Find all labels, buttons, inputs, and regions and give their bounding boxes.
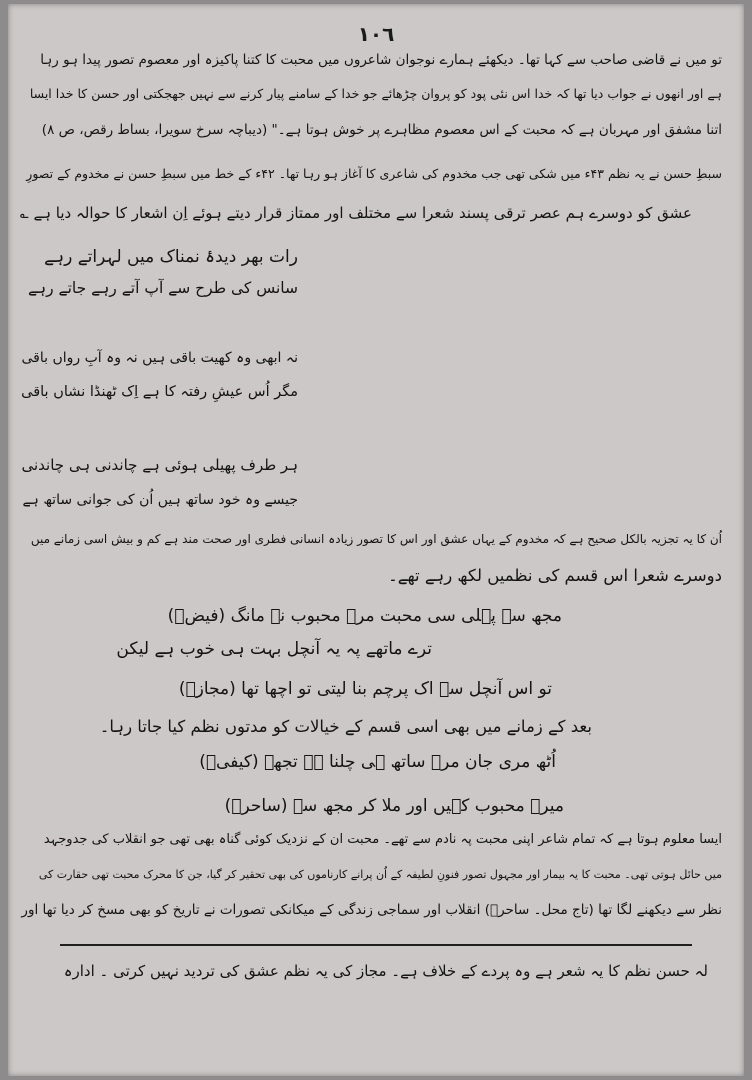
text-line: تو میں نے قاضی صاحب سے کہا تھا۔ دیکھئے ہمارے نوجوان شاعروں میں محبت کا کتنا پاکیزہ اور معصوم تصور پیدا ہو رہا [40,52,722,68]
verse-line: مگر اُس عیشِ رفتہ کا ہے اِک ٹھنڈا نشاں باقی [21,384,298,400]
quoted-verse: ترے ماتھے پہ یہ آنچل بہت ہی خوب ہے لیکن [116,639,432,659]
verse-line: سانس کی طرح سے آپ آتے رہے جاتے رہے [27,279,298,297]
text-line: سبطِ حسن نے یہ نظم ۴۳ء میں شکی تھی جب مخدوم کی شاعری کا آغاز ہو رہا تھا۔ ۴۲ء کے خط میں سبطِ حسن نے مخدوم کے تصورِ [26,166,722,181]
text-line: بعد کے زمانے میں بھی اسی قسم کے خیالات کو مدتوں نظم کیا جاتا رہا۔ [99,717,592,736]
quoted-verse: میرے محبوب کہیں اور ملا کر مجھ سے (ساحرؔ) [224,796,564,816]
verse-line: جیسے وہ خود ساتھ ہیں اُن کی جوانی ساتھ ہے [22,492,298,508]
quoted-verse: مجھ سے پہلی سی محبت مرے محبوب نہ مانگ (فیضؔ) [167,606,562,626]
text-line: اُن کا یہ تجزیہ بالکل صحیح ہے کہ مخدوم کے یہاں عشق اور اس کا تصور زیادہ انسانی فطری اور صحت مند ہے کم و بیش اسی زمانے میں [30,532,722,546]
text-line: میں حائل ہوتی تھی۔ محبت کا یہ بیمار اور مجہول تصور فنونِ لطیفہ کے اُن پرانے کارناموں کی بھی تحقیر کر گیا، جن کا محرک محبت تھی حقارت کی [38,868,722,881]
text-line: اتنا مشفق اور مہربان ہے کہ محبت کے اس معصوم مظاہرے پر خوش ہوتا ہے۔" (دیباچہ سرخ سویرا، بساط رقص، ص ۸) [41,122,722,138]
text-line: دوسرے شعرا اس قسم کی نظمیں لکھ رہے تھے۔ [388,566,722,585]
verse-line: نہ ابھی وہ کھیت باقی ہیں نہ وہ آبِ رواں باقی [21,350,298,366]
footnote-divider [60,944,692,946]
text-line: ہے اور انھوں نے جواب دیا تھا کہ خدا اس نئی پود کو پروان چڑھائے جو خدا کے سامنے پیار کرنے سے نہیں جھجکتی اور حسن کا خدا ایسا [29,86,722,101]
quoted-verse: تو اس آنچل سے اک پرچم بنا لیتی تو اچھا تھا (مجازؔ) [178,679,552,699]
page-number: ١٠٦ [357,22,395,46]
text-line: عشق کو دوسرے ہم عصر ترقی پسند شعرا سے مختلف اور ممتاز قرار دیتے ہوئے اِن اشعار کا حوالہ دیا ہے ؎ [19,204,692,222]
text-line: نظر سے دیکھنے لگا تھا (تاج محل۔ ساحرؔ) انقلاب اور سماجی زندگی کے میکانکی تصورات نے تاریخ کو بھی مسخ کر دیا تھا اور [21,902,722,918]
text-line: ایسا معلوم ہوتا ہے کہ تمام شاعر اپنی محبت پہ نادم سے تھے۔ محبت ان کے نزدیک کوئی گناہ بھی تھی جو انقلاب کی جدوجہد [43,832,722,847]
quoted-verse: اُٹھ مری جان مرے ساتھ ہی چلنا ہے تجھے (کیفیؔ) [199,752,556,772]
verse-line: ہر طرف پھیلی ہوئی ہے چاندنی ہی چاندنی [21,456,298,474]
verse-line: رات بھر دیدۂ نمناک میں لہراتے رہے [44,247,298,267]
footnote: لہ حسن نظم کا یہ شعر ہے وہ پردے کے خلاف ہے۔ مجاز کی یہ نظم عشق کی تردید نہیں کرتی ۔ ادارہ [63,962,708,980]
